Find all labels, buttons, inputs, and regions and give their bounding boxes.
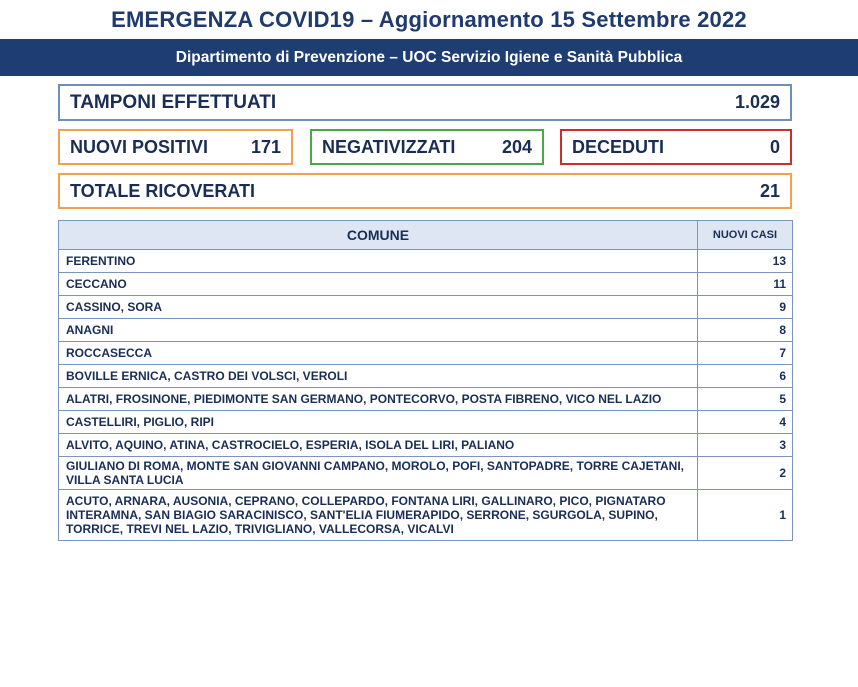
comune-cell: CASSINO, SORA: [59, 296, 698, 319]
table-row: [59, 490, 793, 541]
comune-cell: ALVITO, AQUINO, ATINA, CASTROCIELO, ESPERIA, ISOLA DEL LIRI, PALIANO: [59, 434, 698, 457]
table-row: [59, 342, 793, 365]
nuovi-casi-cell: 5: [698, 388, 793, 411]
negativizzati-box: [310, 129, 544, 165]
nuovi-positivi-label: NUOVI POSITIVI: [70, 136, 209, 157]
table-row: [59, 296, 793, 319]
table-row: [59, 434, 793, 457]
nuovi-positivi-box: [58, 129, 293, 165]
tamponi-box: [58, 84, 792, 121]
nuovi-casi-cell: 7: [698, 342, 793, 365]
tamponi-value: 1.029: [734, 92, 780, 112]
nuovi-casi-cell: 3: [698, 434, 793, 457]
comune-cell: CECCANO: [59, 273, 698, 296]
comuni-table: [58, 220, 793, 541]
table-row: [59, 250, 793, 273]
comune-cell: ANAGNI: [59, 319, 698, 342]
page-title: EMERGENZA COVID19 – Aggiornamento 15 Settembre 2022: [111, 6, 747, 32]
negativizzati-label: NEGATIVIZZATI: [322, 136, 456, 157]
comune-cell: ALATRI, FROSINONE, PIEDIMONTE SAN GERMANO, PONTECORVO, POSTA FIBRENO, VICO NEL LAZIO: [59, 388, 698, 411]
table-row: [59, 319, 793, 342]
deceduti-box: [560, 129, 792, 165]
nuovi-casi-cell: 11: [698, 273, 793, 296]
totale-ricoverati-box: [58, 173, 792, 209]
nuovi-casi-cell: 6: [698, 365, 793, 388]
comune-cell: ACUTO, ARNARA, AUSONIA, CEPRANO, COLLEPARDO, FONTANA LIRI, GALLINARO, PICO, PIGNATARO INTERAMNA, SAN BIAGIO SARACINISCO, SANT'ELIA FIUMERAPIDO, SERRONE, SGURGOLA, SUPINO, TORRICE, TREVI NEL LAZIO, TRIVIGLIANO, VALLECORSA, VICALVI: [59, 490, 698, 541]
comune-cell: FERENTINO: [59, 250, 698, 273]
deceduti-label: DECEDUTI: [572, 136, 665, 157]
totale-ricoverati-value: 21: [759, 180, 780, 201]
comune-column-header: COMUNE: [59, 221, 698, 250]
deceduti-value: 0: [769, 136, 780, 157]
nuovi-casi-column-header: NUOVI CASI: [698, 221, 793, 250]
table-row: [59, 365, 793, 388]
nuovi-casi-cell: 9: [698, 296, 793, 319]
nuovi-casi-cell: 8: [698, 319, 793, 342]
nuovi-positivi-value: 171: [250, 136, 281, 157]
table-header-row: [59, 221, 793, 250]
table-row: [59, 457, 793, 490]
comune-cell: GIULIANO DI ROMA, MONTE SAN GIOVANNI CAMPANO, MOROLO, POFI, SANTOPADRE, TORRE CAJETANI, VILLA SANTA LUCIA: [59, 457, 698, 490]
nuovi-casi-cell: 1: [698, 490, 793, 541]
tamponi-label: TAMPONI EFFETTUATI: [70, 91, 277, 113]
comune-cell: BOVILLE ERNICA, CASTRO DEI VOLSCI, VEROLI: [59, 365, 698, 388]
totale-ricoverati-label: TOTALE RICOVERATI: [70, 180, 256, 201]
nuovi-casi-cell: 2: [698, 457, 793, 490]
header-subtitle-bar: [0, 39, 858, 76]
comune-cell: ROCCASECCA: [59, 342, 698, 365]
header-title-bar: [0, 0, 858, 39]
table-row: [59, 411, 793, 434]
page-subtitle: Dipartimento di Prevenzione – UOC Servizio Igiene e Sanità Pubblica: [175, 48, 683, 66]
nuovi-casi-cell: 13: [698, 250, 793, 273]
negativizzati-value: 204: [501, 136, 532, 157]
comune-cell: CASTELLIRI, PIGLIO, RIPI: [59, 411, 698, 434]
table-row: [59, 388, 793, 411]
nuovi-casi-cell: 4: [698, 411, 793, 434]
table-row: [59, 273, 793, 296]
